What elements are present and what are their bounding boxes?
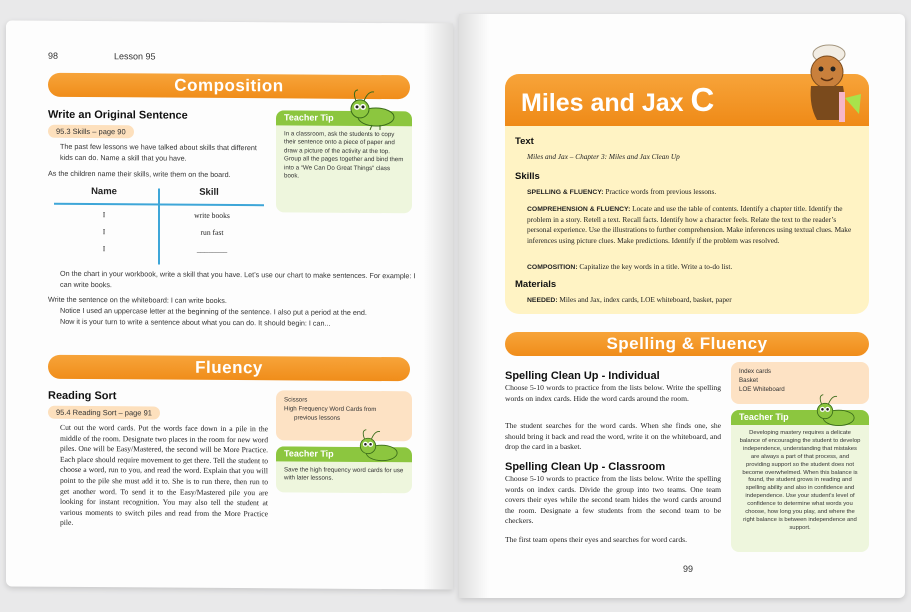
table-cell: run fast — [200, 227, 224, 237]
skills-label: Skills — [515, 171, 540, 182]
spelling-body2: The student searches for the word cards. When she finds one, she should bring it back and read the word, write it on the whiteboard, and drop the card in a basket. — [505, 421, 721, 452]
skill-text: Capitalize the key words in a title. Write a to-do list. — [577, 262, 733, 271]
supply-item: LOE Whiteboard — [739, 386, 785, 394]
composition-heading: Write an Original Sentence — [48, 108, 188, 122]
table-cell: I — [102, 244, 106, 254]
skill-comprehension — [527, 204, 857, 246]
skill-spelling — [527, 187, 857, 198]
composition-para4: Write the sentence on the whiteboard: I can write books. — [48, 294, 227, 305]
materials-label: Materials — [515, 279, 557, 290]
tip-text: Save the high frequency word cards for use with later lessons. — [284, 466, 404, 483]
skill-text: Practice words from previous lessons. — [603, 187, 717, 196]
title-letter: C — [690, 81, 715, 118]
materials-text: Miles and Jax, index cards, LOE whiteboard, basket, paper — [557, 295, 732, 304]
page-number: 99 — [683, 564, 694, 574]
supply-item: previous lessons — [294, 414, 341, 423]
text-label: Text — [515, 136, 534, 147]
table-cell: ________ — [196, 244, 228, 254]
gutter-shadow — [423, 23, 453, 589]
table-cell: write books — [194, 210, 230, 221]
spelling-body1: Choose 5-10 words to practice from the lists below. Write the spelling words on index cards. Hide the word cards around the room. — [505, 383, 721, 403]
teacher-tip-spelling — [731, 410, 869, 552]
composition-para6: Now it is your turn to write a sentence about what you can do. It should begin: I can... — [60, 316, 331, 328]
skill-label: SPELLING & FLUENCY: — [527, 189, 604, 196]
skill-text: Locate and use the table of contents. Identify a chapter title. Identify the problem in a story. Retell a text. Recall facts. Identify how a character feels. Relate the text to the reader’s personal experience. Use the illustrations to further comprehension. Make inferences using textual clues. Make inferences using picture clues. Make predictions. Identify if the problem was resolved. — [527, 204, 852, 245]
composition-para1: The past few lessons we have talked about skills that different kids can do. Name a skill that you have. — [60, 141, 257, 163]
tip-title: Teacher Tip — [731, 410, 869, 425]
table-header-name: Name — [91, 186, 117, 198]
supply-item: Index cards — [739, 368, 771, 375]
composition-bar: Composition — [48, 73, 410, 100]
supply-item: High Frequency Word Cards from — [284, 405, 377, 414]
left-page — [6, 20, 453, 589]
skill-label: COMPOSITION: — [527, 264, 578, 271]
materials-needed — [527, 295, 857, 306]
table-cell: I — [102, 227, 106, 237]
character-illustration — [781, 36, 871, 126]
fluency-bar: Fluency — [48, 355, 410, 382]
composition-para2: As the children name their skills, write them on the board. — [48, 168, 231, 180]
skill-label: COMPREHENSION & FLUENCY: — [527, 206, 631, 213]
title-main: Miles and Jax — [521, 89, 691, 117]
right-page — [459, 14, 905, 598]
tip-text: Developing mastery requires a delicate balance of encouraging the student to develop independence, understanding that mistakes are always a part of that process, and providing support so the student does not become overwhelmed. When this balance is found, the student grows in reading and spelling ability and also in confidence and independence. Use your student’s level of confidence to determine what words you choose, how long you play, and where the right balance is between independence and support. — [739, 430, 861, 531]
fluency-body: Cut out the word cards. Put the words face down in a pile in the middle of the room. Designate two places in the room for new word piles. One will be Easy/Mastered, the second will be More Practice. Each place should require movement to get there. Tell the student to choose a word, run to you, and read the word. Explain that you will point to the pile she must add it to. She is to run there, then run to get another word. To send it to the Easy/Mastered pile you are looking for instant recognition. You may also tell the student at various moments to switch piles and read from the More Practice pile. — [60, 422, 268, 528]
table-header-skill: Skill — [199, 186, 219, 198]
lesson-label: Lesson 95 — [114, 51, 156, 62]
spelling-body3: Choose 5-10 words to practice from the lists below. Write the spelling words on index cards. Divide the group into two teams. One team covers their eyes while the second team hides the word cards around the room. Designate a few students from the second team to be checkers. — [505, 474, 721, 526]
bug-mascot-icon — [356, 427, 404, 465]
table-cell: I — [102, 210, 106, 220]
spelling-fluency-bar: Spelling & Fluency — [505, 332, 869, 356]
tip-title: Teacher Tip — [276, 446, 412, 462]
supply-item: Basket — [739, 377, 758, 385]
bug-mascot-icon — [813, 392, 861, 430]
skills-pill: 95.3 Skills – page 90 — [48, 125, 134, 139]
spelling-body4: The first team opens their eyes and searches for word cards. — [505, 535, 687, 544]
text-value: Miles and Jax – Chapter 3: Miles and Jax Clean Up — [527, 152, 680, 161]
tip-text: In a classroom, ask the students to copy their sentence onto a piece of paper and draw a picture of the activity at the top. Group all the pages together and bind them into a “We Can Do Great Things” class book. — [284, 130, 404, 180]
skill-composition — [527, 262, 857, 273]
composition-para3: On the chart in your workbook, write a skill that you have. Let’s use our chart to make sentences. For example: I can write books. — [60, 268, 416, 289]
tip-title: Teacher Tip — [276, 110, 412, 126]
spelling-heading-classroom: Spelling Clean Up - Classroom — [505, 461, 666, 473]
materials-needed-label: NEEDED: — [527, 297, 558, 304]
composition-para5: Notice I used an uppercase letter at the beginning of the sentence. I also put a period at the end. — [60, 305, 367, 317]
bug-mascot-icon — [346, 87, 402, 131]
gutter-shadow — [459, 14, 489, 598]
skills-t-chart — [54, 186, 264, 265]
reading-sort-pill: 95.4 Reading Sort – page 91 — [48, 406, 160, 420]
fluency-heading: Reading Sort — [48, 389, 117, 403]
spelling-heading-individual: Spelling Clean Up - Individual — [505, 370, 660, 382]
supply-item: Scissors — [284, 396, 308, 404]
page-number: 98 — [48, 50, 59, 61]
